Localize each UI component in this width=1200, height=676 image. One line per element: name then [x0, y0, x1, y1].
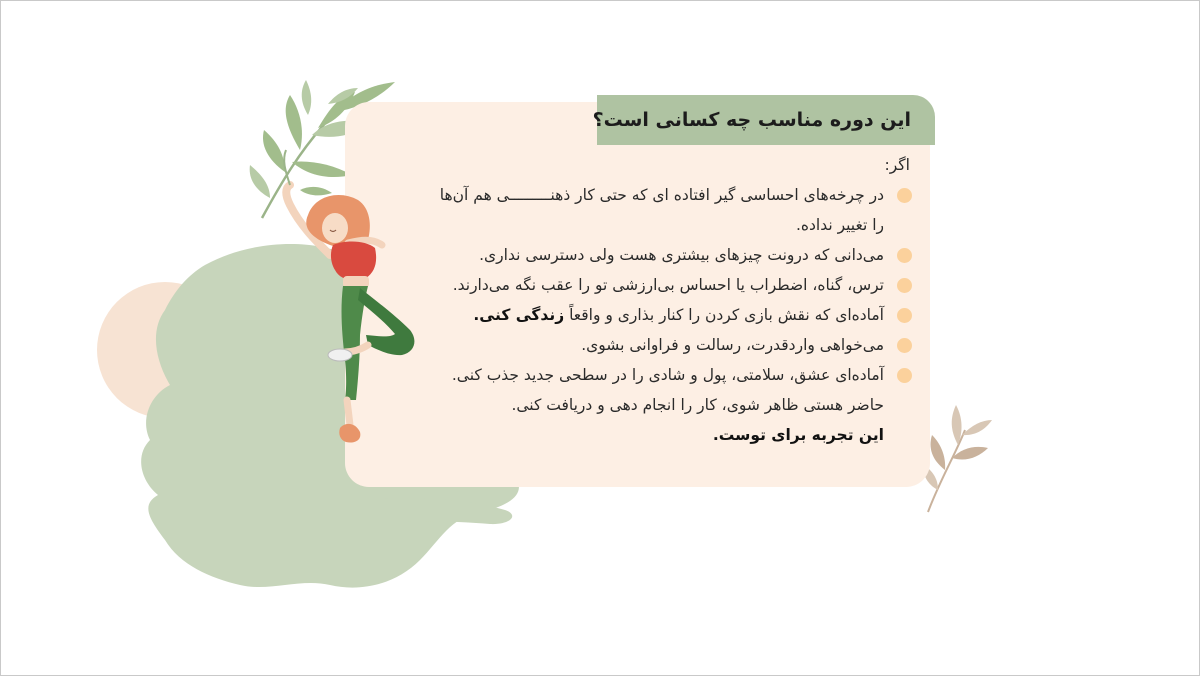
list-item-text: در چرخه‌های احساسی گیر افتاده ای که حتی کار ذهنـــــــــی هم آن‌ها را تغییر نداده. [439, 186, 884, 234]
bullet-dot-icon [897, 188, 912, 203]
list-item-text: می‌دانی که درونت چیزهای بیشتری هست ولی دسترسی نداری. [479, 246, 884, 264]
list-item-text: آماده‌ای عشق، سلامتی، پول و شادی را در سطحی جدید جذب کنی. [451, 366, 884, 384]
list-item-text: آماده‌ای که نقش بازی کردن را کنار بذاری و واقعاً [569, 306, 884, 324]
audience-list [430, 150, 912, 450]
list-item-text: ترس، گناه، اضطراب یا احساس بی‌ارزشی تو را عقب نگه می‌دارند. [452, 276, 884, 294]
list-item [430, 180, 912, 240]
closing-line: این تجربه برای توست. [712, 426, 884, 444]
intro-label: اگر: [884, 156, 910, 174]
bullet-dot-icon [897, 308, 912, 323]
trailing-line: حاضر هستی ظاهر شوی، کار را انجام دهی و دریافت کنی. [511, 396, 884, 414]
bullet-dot-icon [897, 248, 912, 263]
list-item [430, 270, 912, 300]
list-item [430, 360, 912, 390]
bullet-dot-icon [897, 278, 912, 293]
list-item [430, 330, 912, 360]
list-item-text: می‌خواهی واردقدرت، رسالت و فراوانی بشوی. [581, 336, 884, 354]
slide-title: این دوره مناسب چه کسانی است؟ [592, 109, 911, 131]
title-banner [592, 95, 935, 145]
bullet-dot-icon [897, 368, 912, 383]
list-item [430, 240, 912, 270]
list-item [430, 300, 912, 330]
bullet-dot-icon [897, 338, 912, 353]
list-item-emphasis: زندگی کنی. [473, 306, 565, 324]
